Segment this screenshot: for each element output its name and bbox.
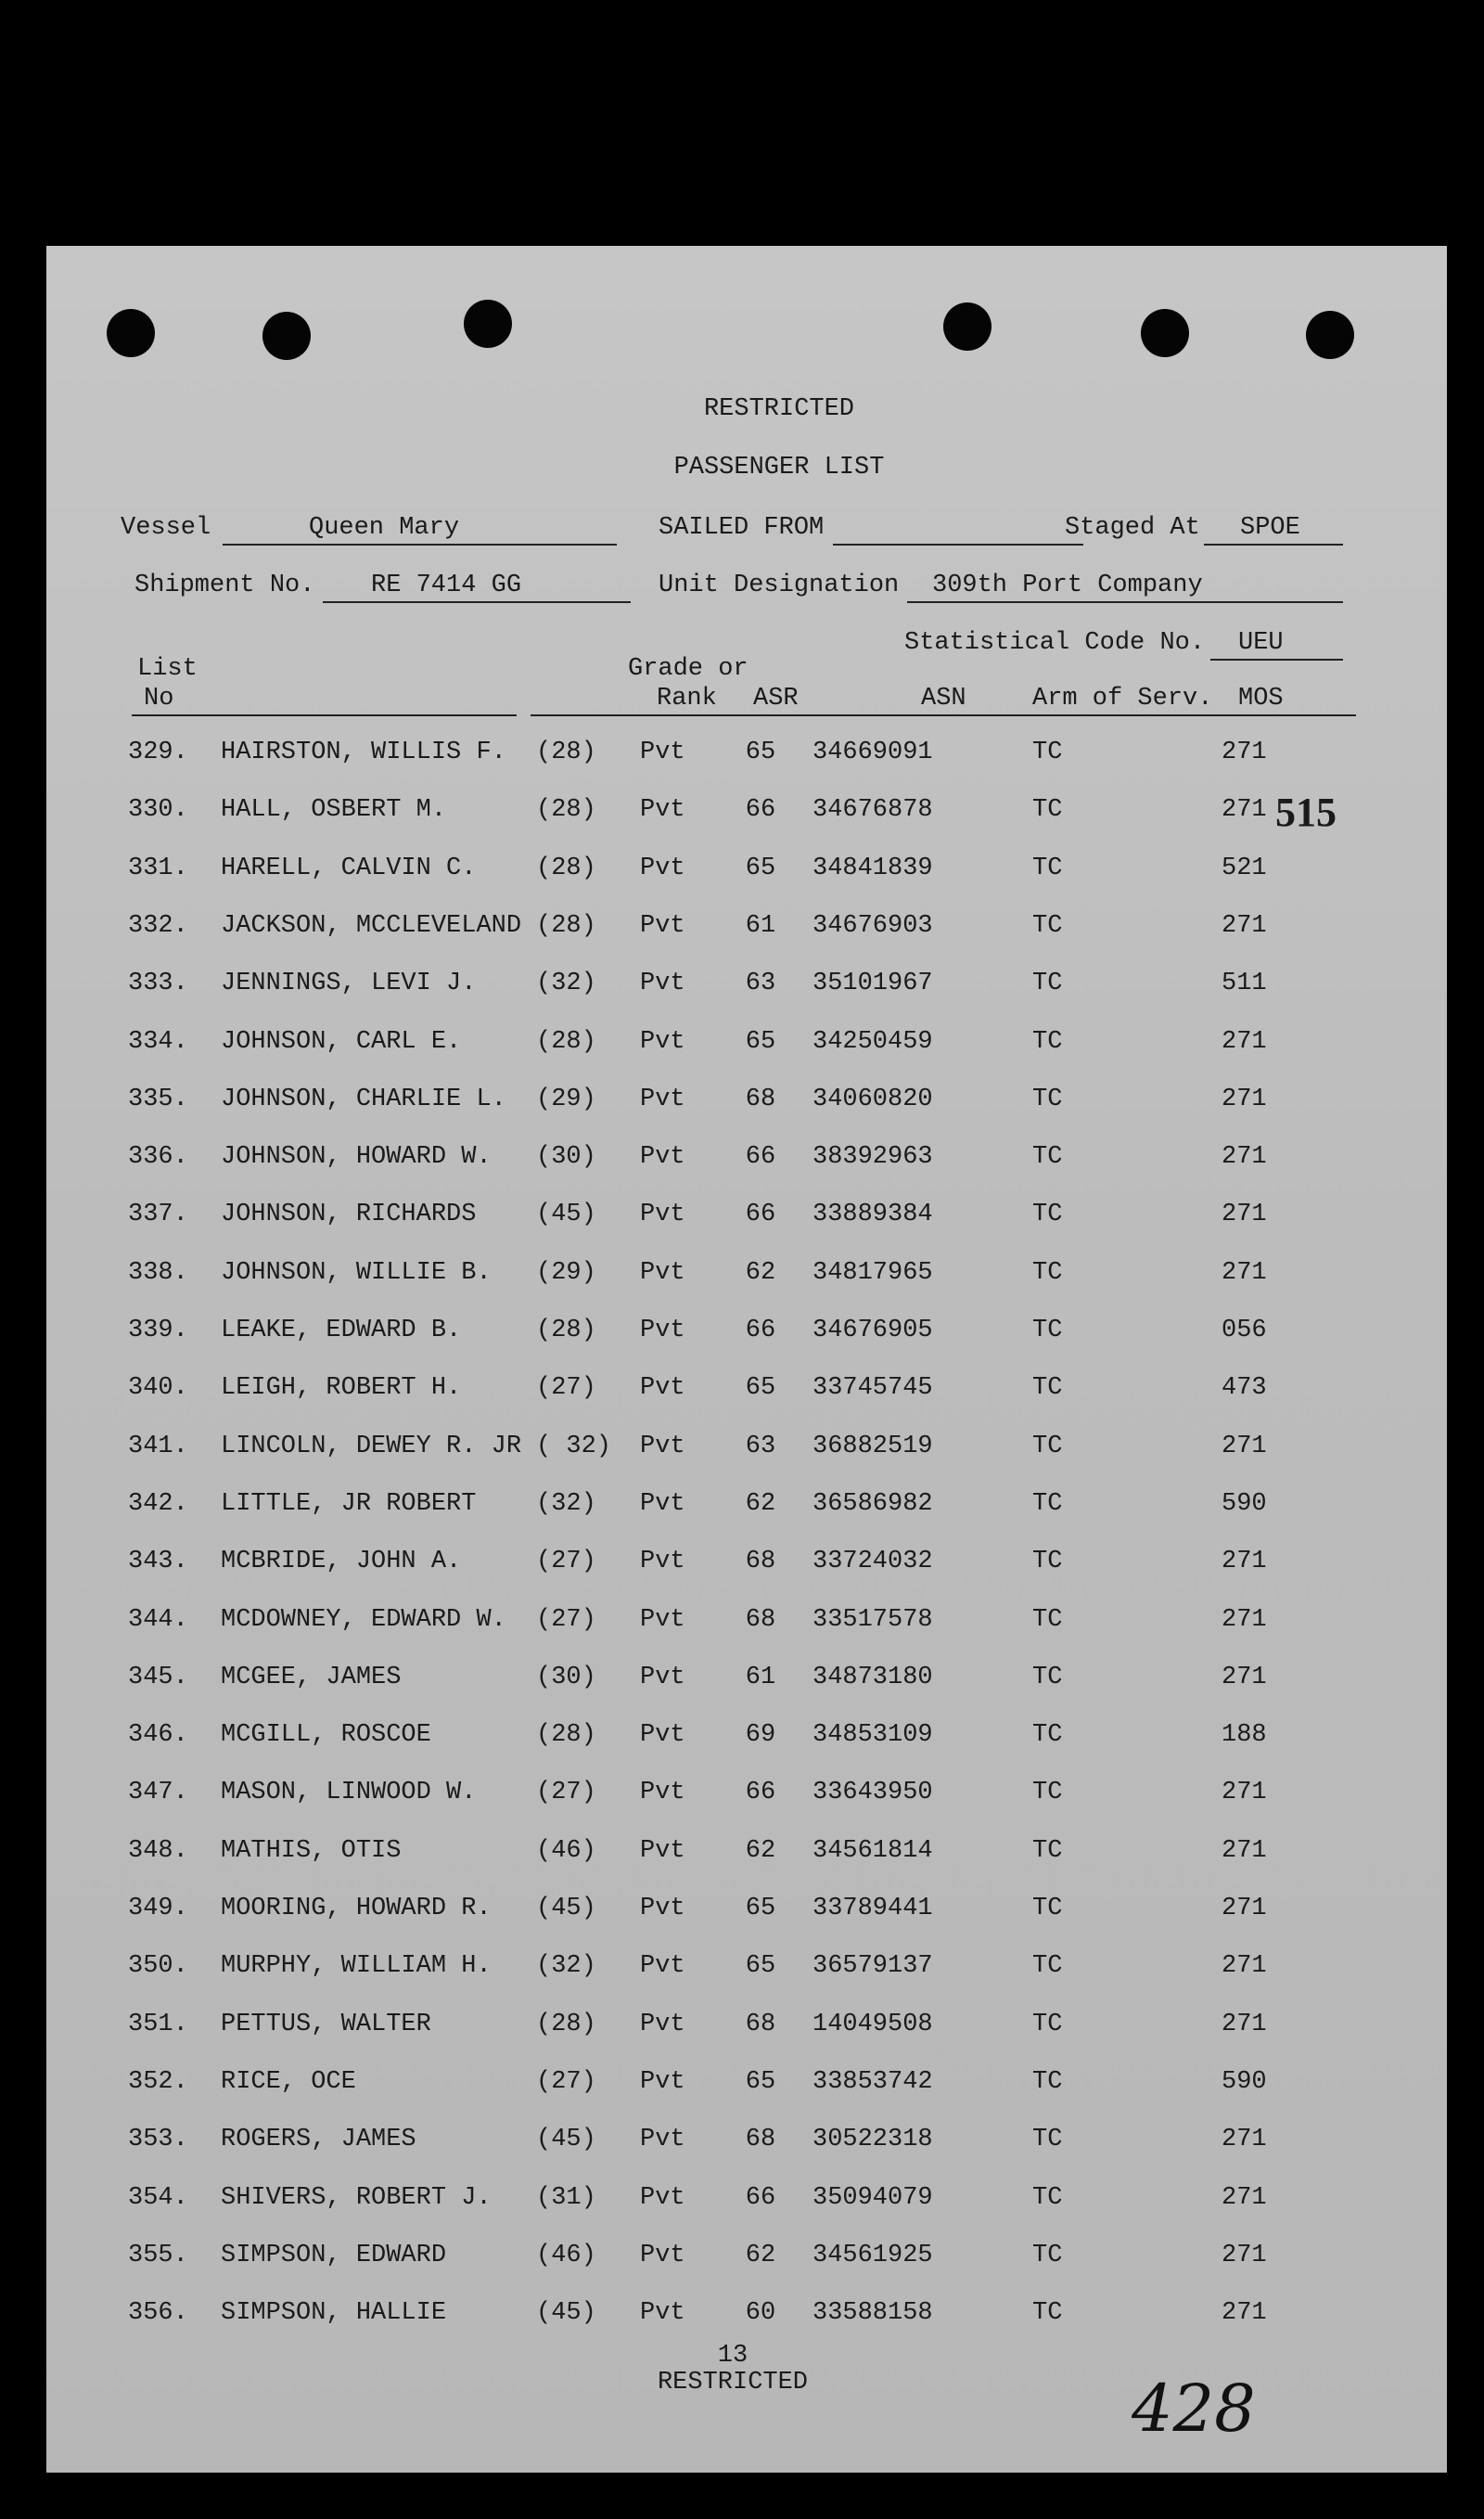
shipment-underline [323, 601, 631, 603]
column-header-arm-of-serv: Arm of Serv. [1032, 685, 1213, 713]
row-list-number: 342. [128, 1489, 188, 1518]
row-rank: Pvt [640, 796, 685, 825]
row-list-number: 334. [128, 1027, 188, 1056]
table-row [46, 1663, 1447, 1700]
row-asn: 33588158 [812, 2299, 933, 2328]
row-asn: 34853109 [812, 1721, 933, 1750]
row-arm-of-serv: TC [1032, 1143, 1063, 1172]
row-list-number: 351. [128, 2010, 188, 2038]
statistical-code-value: UEU [1238, 629, 1284, 657]
row-asn: 33889384 [812, 1201, 933, 1229]
table-row [46, 1142, 1447, 1179]
row-arm-of-serv: TC [1032, 1317, 1063, 1344]
row-arm-of-serv: TC [1032, 1721, 1063, 1750]
row-asr: 66 [745, 1201, 776, 1229]
row-arm-of-serv: TC [1032, 1432, 1063, 1460]
row-rank: Pvt [640, 1836, 685, 1865]
row-name: MURPHY, WILLIAM H. [221, 1952, 492, 1981]
row-asn: 34873180 [812, 1663, 933, 1691]
row-rank: Pvt [640, 1374, 685, 1403]
row-list-number: 345. [128, 1663, 188, 1691]
row-arm-of-serv: TC [1032, 2010, 1063, 2038]
row-mos: 590 [1222, 2067, 1267, 2096]
table-row [46, 1720, 1447, 1757]
row-arm-of-serv: TC [1032, 2067, 1063, 2096]
binder-hole [262, 312, 311, 360]
row-arm-of-serv: TC [1032, 1201, 1063, 1229]
row-arm-of-serv: TC [1032, 1027, 1063, 1056]
row-rank: Pvt [640, 1201, 685, 1229]
row-arm-of-serv: TC [1032, 2299, 1063, 2328]
row-name: SHIVERS, ROBERT J. [221, 2183, 492, 2212]
table-row [46, 1373, 1447, 1410]
table-row [46, 738, 1447, 775]
row-rank: Pvt [640, 1605, 685, 1634]
row-mos: 590 [1222, 1489, 1267, 1518]
row-age: (28) [536, 854, 596, 882]
row-asr: 65 [745, 1027, 776, 1056]
row-asr: 65 [745, 2067, 776, 2096]
vessel-value: Queen Mary [309, 514, 460, 542]
row-rank: Pvt [640, 1952, 685, 1981]
row-asr: 63 [745, 1432, 776, 1460]
row-asn: 34250459 [812, 1027, 933, 1056]
sailed-from-label: SAILED FROM [659, 514, 825, 542]
row-rank: Pvt [640, 2241, 685, 2269]
row-rank: Pvt [640, 1027, 685, 1056]
row-arm-of-serv: TC [1032, 1374, 1063, 1403]
row-age: (27) [536, 2067, 596, 2096]
vessel-label: Vessel [121, 514, 211, 542]
row-asr: 66 [745, 2183, 776, 2212]
row-mos: 271 [1222, 2299, 1267, 2328]
row-list-number: 338. [128, 1258, 188, 1287]
row-asn: 35101967 [812, 970, 933, 998]
row-name: HALL, OSBERT M. [221, 796, 447, 825]
column-header-mos: MOS [1238, 685, 1284, 713]
row-rank: Pvt [640, 1085, 685, 1113]
row-list-number: 353. [128, 2126, 188, 2154]
document-title: PASSENGER LIST [673, 454, 885, 482]
row-rank: Pvt [640, 1489, 685, 1518]
row-asn: 34676878 [812, 796, 933, 825]
sailed-from-underline [833, 544, 1083, 546]
column-header-rank: Rank [657, 685, 717, 713]
document-page [46, 246, 1447, 2473]
row-asn: 38392963 [812, 1143, 933, 1172]
row-asr: 66 [745, 1317, 776, 1344]
row-rank: Pvt [640, 1779, 685, 1807]
row-asn: 33745745 [812, 1374, 933, 1403]
row-list-number: 346. [128, 1721, 188, 1750]
table-row [46, 1258, 1447, 1295]
row-arm-of-serv: TC [1032, 1258, 1063, 1287]
table-row [46, 1836, 1447, 1873]
row-rank: Pvt [640, 911, 685, 940]
table-row [46, 2241, 1447, 2278]
row-mos: 271 [1222, 1085, 1267, 1113]
row-rank: Pvt [640, 970, 685, 998]
row-mos: 271 [1222, 1895, 1267, 1922]
row-asr: 62 [745, 1489, 776, 1518]
row-list-number: 349. [128, 1895, 188, 1922]
row-mos: 271 [1222, 1663, 1267, 1691]
row-list-number: 339. [128, 1317, 188, 1344]
column-header-list: List [137, 655, 198, 683]
row-name: LEIGH, ROBERT H. [221, 1374, 462, 1403]
row-arm-of-serv: TC [1032, 1663, 1063, 1691]
row-arm-of-serv: TC [1032, 2126, 1063, 2154]
row-rank: Pvt [640, 2183, 685, 2212]
row-name: PETTUS, WALTER [221, 2010, 431, 2038]
row-arm-of-serv: TC [1032, 911, 1063, 940]
row-asn: 36586982 [812, 1489, 933, 1518]
row-asn: 33517578 [812, 1605, 933, 1634]
shipment-value: RE 7414 GG [371, 572, 522, 599]
row-name: JOHNSON, WILLIE B. [221, 1258, 492, 1287]
row-mos: 271 [1222, 911, 1267, 940]
row-asr: 68 [745, 1605, 776, 1634]
row-asr: 61 [745, 911, 776, 940]
row-list-number: 350. [128, 1952, 188, 1981]
row-mos: 271 [1222, 1258, 1267, 1287]
table-row [46, 2183, 1447, 2220]
table-row [46, 2067, 1447, 2104]
row-list-number: 332. [128, 911, 188, 940]
header-rule-right [531, 714, 1356, 716]
row-asr: 65 [745, 1374, 776, 1403]
row-rank: Pvt [640, 739, 685, 766]
column-header-asr: ASR [753, 685, 799, 713]
row-mos: 271 [1222, 1432, 1267, 1460]
row-rank: Pvt [640, 1258, 685, 1287]
row-name: JOHNSON, RICHARDS [221, 1201, 477, 1229]
row-arm-of-serv: TC [1032, 1548, 1063, 1576]
row-rank: Pvt [640, 1663, 685, 1691]
row-age: (30) [536, 1143, 596, 1172]
row-age: (45) [536, 1201, 596, 1229]
row-asr: 62 [745, 1258, 776, 1287]
row-age: (28) [536, 1721, 596, 1750]
row-name: LEAKE, EDWARD B. [221, 1317, 462, 1344]
table-row [46, 2010, 1447, 2047]
row-arm-of-serv: TC [1032, 854, 1063, 882]
table-row [46, 1316, 1447, 1353]
row-asn: 30522318 [812, 2126, 933, 2154]
row-name: MOORING, HOWARD R. [221, 1895, 492, 1922]
row-age: (27) [536, 1548, 596, 1576]
row-asn: 34817965 [812, 1258, 933, 1287]
handwritten-number: 428 [1132, 2371, 1256, 2447]
table-row [46, 1027, 1447, 1064]
column-header-no: No [144, 685, 174, 713]
row-asr: 66 [745, 796, 776, 825]
table-row [46, 2125, 1447, 2162]
row-list-number: 329. [128, 739, 188, 766]
row-asn: 34669091 [812, 739, 933, 766]
row-name: MCGEE, JAMES [221, 1663, 402, 1691]
table-row [46, 795, 1447, 832]
row-list-number: 343. [128, 1548, 188, 1576]
row-age: ( 32) [536, 1432, 612, 1460]
row-mos: 188 [1222, 1721, 1267, 1750]
row-age: (32) [536, 970, 596, 998]
row-list-number: 344. [128, 1605, 188, 1634]
row-rank: Pvt [640, 2067, 685, 2096]
row-list-number: 335. [128, 1085, 188, 1113]
row-name: HAIRSTON, WILLIS F. [221, 739, 506, 766]
row-mos: 271 [1222, 796, 1267, 825]
row-asr: 61 [745, 1663, 776, 1691]
row-age: (29) [536, 1258, 596, 1287]
binder-hole [1141, 309, 1189, 357]
binder-hole [1306, 311, 1354, 359]
row-mos: 271 [1222, 2241, 1267, 2269]
table-row [46, 1778, 1447, 1815]
row-name: JENNINGS, LEVI J. [221, 970, 477, 998]
row-name: SIMPSON, HALLIE [221, 2299, 447, 2328]
table-row [46, 1951, 1447, 1988]
row-age: (27) [536, 1605, 596, 1634]
row-name: MASON, LINWOOD W. [221, 1779, 477, 1807]
row-asr: 60 [745, 2299, 776, 2328]
row-asn: 34561925 [812, 2241, 933, 2269]
row-asr: 69 [745, 1721, 776, 1750]
row-name: JOHNSON, CHARLIE L. [221, 1085, 506, 1113]
row-age: (32) [536, 1489, 596, 1518]
row-asn: 34060820 [812, 1085, 933, 1113]
row-rank: Pvt [640, 1721, 685, 1750]
row-rank: Pvt [640, 2299, 685, 2328]
row-asr: 62 [745, 2241, 776, 2269]
row-mos: 271 [1222, 1605, 1267, 1634]
row-age: (46) [536, 2241, 596, 2269]
row-list-number: 331. [128, 854, 188, 882]
row-name: MATHIS, OTIS [221, 1836, 402, 1865]
row-arm-of-serv: TC [1032, 1895, 1063, 1922]
row-mos: 271 [1222, 1952, 1267, 1981]
row-asr: 68 [745, 1548, 776, 1576]
row-arm-of-serv: TC [1032, 1489, 1063, 1518]
binder-hole [464, 300, 512, 348]
row-asr: 68 [745, 2126, 776, 2154]
row-asn: 34676903 [812, 911, 933, 940]
row-asr: 66 [745, 1143, 776, 1172]
row-arm-of-serv: TC [1032, 970, 1063, 998]
unit-designation-label: Unit Designation [659, 572, 900, 599]
row-mos: 271 [1222, 2183, 1267, 2212]
row-age: (45) [536, 2299, 596, 2328]
table-row [46, 854, 1447, 891]
row-asr: 65 [745, 739, 776, 766]
row-list-number: 352. [128, 2067, 188, 2096]
table-row [46, 2298, 1447, 2335]
row-name: LITTLE, JR ROBERT [221, 1489, 477, 1518]
row-asr: 62 [745, 1836, 776, 1865]
row-mos: 511 [1222, 970, 1267, 998]
row-list-number: 348. [128, 1836, 188, 1865]
row-asr: 65 [745, 854, 776, 882]
row-age: (28) [536, 1317, 596, 1344]
row-asn: 34841839 [812, 854, 933, 882]
row-age: (31) [536, 2183, 596, 2212]
row-rank: Pvt [640, 1143, 685, 1172]
row-list-number: 337. [128, 1201, 188, 1229]
row-name: SIMPSON, EDWARD [221, 2241, 447, 2269]
row-name: MCDOWNEY, EDWARD W. [221, 1605, 506, 1634]
row-name: MCGILL, ROSCOE [221, 1721, 431, 1750]
row-age: (28) [536, 796, 596, 825]
row-mos: 271 [1222, 1836, 1267, 1865]
row-list-number: 340. [128, 1374, 188, 1403]
row-asr: 66 [745, 1779, 776, 1807]
restricted-footer: RESTRICTED [657, 2369, 809, 2397]
restricted-header: RESTRICTED [703, 395, 855, 423]
row-rank: Pvt [640, 1432, 685, 1460]
table-row [46, 1605, 1447, 1642]
row-name: MCBRIDE, JOHN A. [221, 1548, 462, 1576]
row-name: JACKSON, MCCLEVELAND [221, 911, 522, 940]
row-mos: 056 [1222, 1317, 1267, 1344]
row-age: (28) [536, 1027, 596, 1056]
row-asn: 33853742 [812, 2067, 933, 2096]
row-age: (45) [536, 2126, 596, 2154]
row-name: ROGERS, JAMES [221, 2126, 416, 2154]
row-age: (27) [536, 1374, 596, 1403]
margin-number: 515 [1275, 790, 1337, 835]
row-rank: Pvt [640, 2126, 685, 2154]
row-age: (29) [536, 1085, 596, 1113]
row-mos: 271 [1222, 1201, 1267, 1229]
row-list-number: 330. [128, 796, 188, 825]
row-asn: 35094079 [812, 2183, 933, 2212]
row-mos: 271 [1222, 2126, 1267, 2154]
row-mos: 271 [1222, 1548, 1267, 1576]
table-row [46, 1085, 1447, 1122]
staged-at-value: SPOE [1240, 514, 1300, 542]
row-list-number: 333. [128, 970, 188, 998]
row-asr: 63 [745, 970, 776, 998]
column-header-asn: ASN [921, 685, 966, 713]
binder-hole [943, 302, 991, 351]
table-row [46, 1200, 1447, 1237]
table-row [46, 1894, 1447, 1931]
row-asn: 33789441 [812, 1895, 933, 1922]
row-mos: 271 [1222, 2010, 1267, 2038]
row-name: RICE, OCE [221, 2067, 356, 2096]
row-list-number: 356. [128, 2299, 188, 2328]
row-rank: Pvt [640, 2010, 685, 2038]
row-asn: 33643950 [812, 1779, 933, 1807]
row-mos: 271 [1222, 1027, 1267, 1056]
row-list-number: 336. [128, 1143, 188, 1172]
row-asr: 68 [745, 2010, 776, 2038]
row-rank: Pvt [640, 1895, 685, 1922]
binder-hole [107, 309, 155, 357]
staged-at-underline [1204, 544, 1343, 546]
statistical-code-label: Statistical Code No. [904, 629, 1206, 657]
row-asn: 14049508 [812, 2010, 933, 2038]
column-header-grade-or: Grade or [628, 655, 748, 683]
row-asr: 65 [745, 1952, 776, 1981]
row-list-number: 355. [128, 2241, 188, 2269]
row-age: (27) [536, 1779, 596, 1807]
row-mos: 271 [1222, 1779, 1267, 1807]
vessel-underline [223, 544, 617, 546]
row-age: (32) [536, 1952, 596, 1981]
row-arm-of-serv: TC [1032, 2183, 1063, 2212]
row-arm-of-serv: TC [1032, 1779, 1063, 1807]
table-row [46, 1432, 1447, 1469]
unit-designation-underline [907, 601, 1343, 603]
row-mos: 271 [1222, 1143, 1267, 1172]
row-mos: 271 [1222, 739, 1267, 766]
row-age: (30) [536, 1663, 596, 1691]
row-arm-of-serv: TC [1032, 2241, 1063, 2269]
row-rank: Pvt [640, 1317, 685, 1344]
table-row [46, 911, 1447, 948]
row-asr: 65 [745, 1895, 776, 1922]
row-age: (28) [536, 739, 596, 766]
row-arm-of-serv: TC [1032, 1085, 1063, 1113]
row-asn: 34676905 [812, 1317, 933, 1344]
row-list-number: 347. [128, 1779, 188, 1807]
staged-at-label: Staged At [1065, 514, 1200, 542]
row-name: JOHNSON, HOWARD W. [221, 1143, 492, 1172]
table-row [46, 969, 1447, 1006]
row-list-number: 354. [128, 2183, 188, 2212]
row-age: (46) [536, 1836, 596, 1865]
row-rank: Pvt [640, 854, 685, 882]
page-number: 13 [717, 2342, 748, 2370]
row-rank: Pvt [640, 1548, 685, 1576]
row-arm-of-serv: TC [1032, 796, 1063, 825]
header-rule-left [132, 714, 517, 716]
row-mos: 473 [1222, 1374, 1267, 1403]
row-arm-of-serv: TC [1032, 1605, 1063, 1634]
row-arm-of-serv: TC [1032, 1952, 1063, 1981]
row-age: (45) [536, 1895, 596, 1922]
row-name: LINCOLN, DEWEY R. JR [221, 1432, 522, 1460]
row-asn: 33724032 [812, 1548, 933, 1576]
row-list-number: 341. [128, 1432, 188, 1460]
unit-designation-value: 309th Port Company [932, 572, 1203, 599]
row-arm-of-serv: TC [1032, 1836, 1063, 1865]
row-asn: 36882519 [812, 1432, 933, 1460]
row-mos: 521 [1222, 854, 1267, 882]
row-age: (28) [536, 911, 596, 940]
row-name: JOHNSON, CARL E. [221, 1027, 462, 1056]
row-asr: 68 [745, 1085, 776, 1113]
table-row [46, 1547, 1447, 1584]
row-asn: 34561814 [812, 1836, 933, 1865]
table-row [46, 1489, 1447, 1526]
row-arm-of-serv: TC [1032, 739, 1063, 766]
statistical-code-underline [1210, 659, 1343, 661]
row-name: HARELL, CALVIN C. [221, 854, 477, 882]
row-age: (28) [536, 2010, 596, 2038]
shipment-label: Shipment No. [134, 572, 315, 599]
row-asn: 36579137 [812, 1952, 933, 1981]
